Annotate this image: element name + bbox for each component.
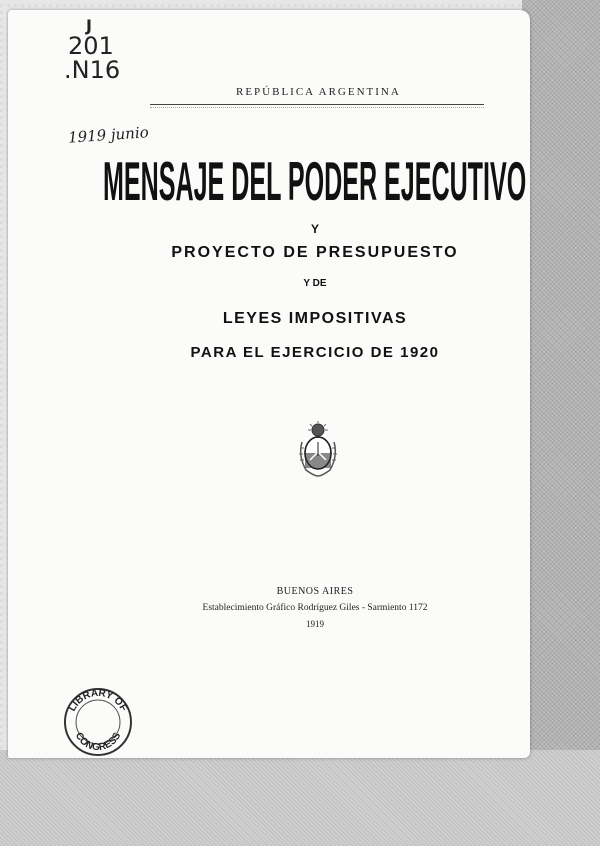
title-ejercicio: PARA EL EJERCICIO DE 1920 (190, 344, 440, 361)
imprint-year: 1919 (306, 619, 324, 629)
svg-text:LIBRARY OF (67, 688, 129, 714)
title-proyecto: PROYECTO DE PRESUPUESTO (171, 244, 459, 261)
country-header: REPÚBLICA ARGENTINA (236, 86, 401, 98)
header-rule-dotted (150, 107, 484, 108)
scan-right-edge (522, 0, 600, 846)
header-rule (150, 104, 484, 105)
handwritten-date: 1919 junio (67, 123, 150, 147)
call-number-line3: .N16 (64, 56, 121, 84)
call-number (64, 18, 120, 82)
main-title-text: MENSAJE DEL PODER EJECUTIVO (103, 151, 527, 213)
imprint-city: BUENOS AIRES (276, 586, 354, 597)
document-page (8, 10, 530, 758)
coat-of-arms-icon (296, 420, 340, 478)
call-number-line1: J (86, 16, 92, 35)
call-number-line2: 201 (68, 32, 114, 60)
library-stamp-icon (62, 686, 134, 758)
scan-bottom-edge (0, 750, 600, 846)
title-conjunction-y-de: Y DE (303, 278, 327, 289)
imprint-printer: Establecimiento Gráfico Rodríguez Giles - Sarmiento 1172 (202, 603, 428, 613)
title-leyes: LEYES IMPOSITIVAS (222, 310, 408, 327)
stamp-bottom-text: CONGRESS (72, 730, 124, 754)
main-title (103, 150, 527, 216)
stamp-top-text: LIBRARY OF (66, 687, 130, 714)
title-conjunction-y: Y (310, 222, 319, 236)
